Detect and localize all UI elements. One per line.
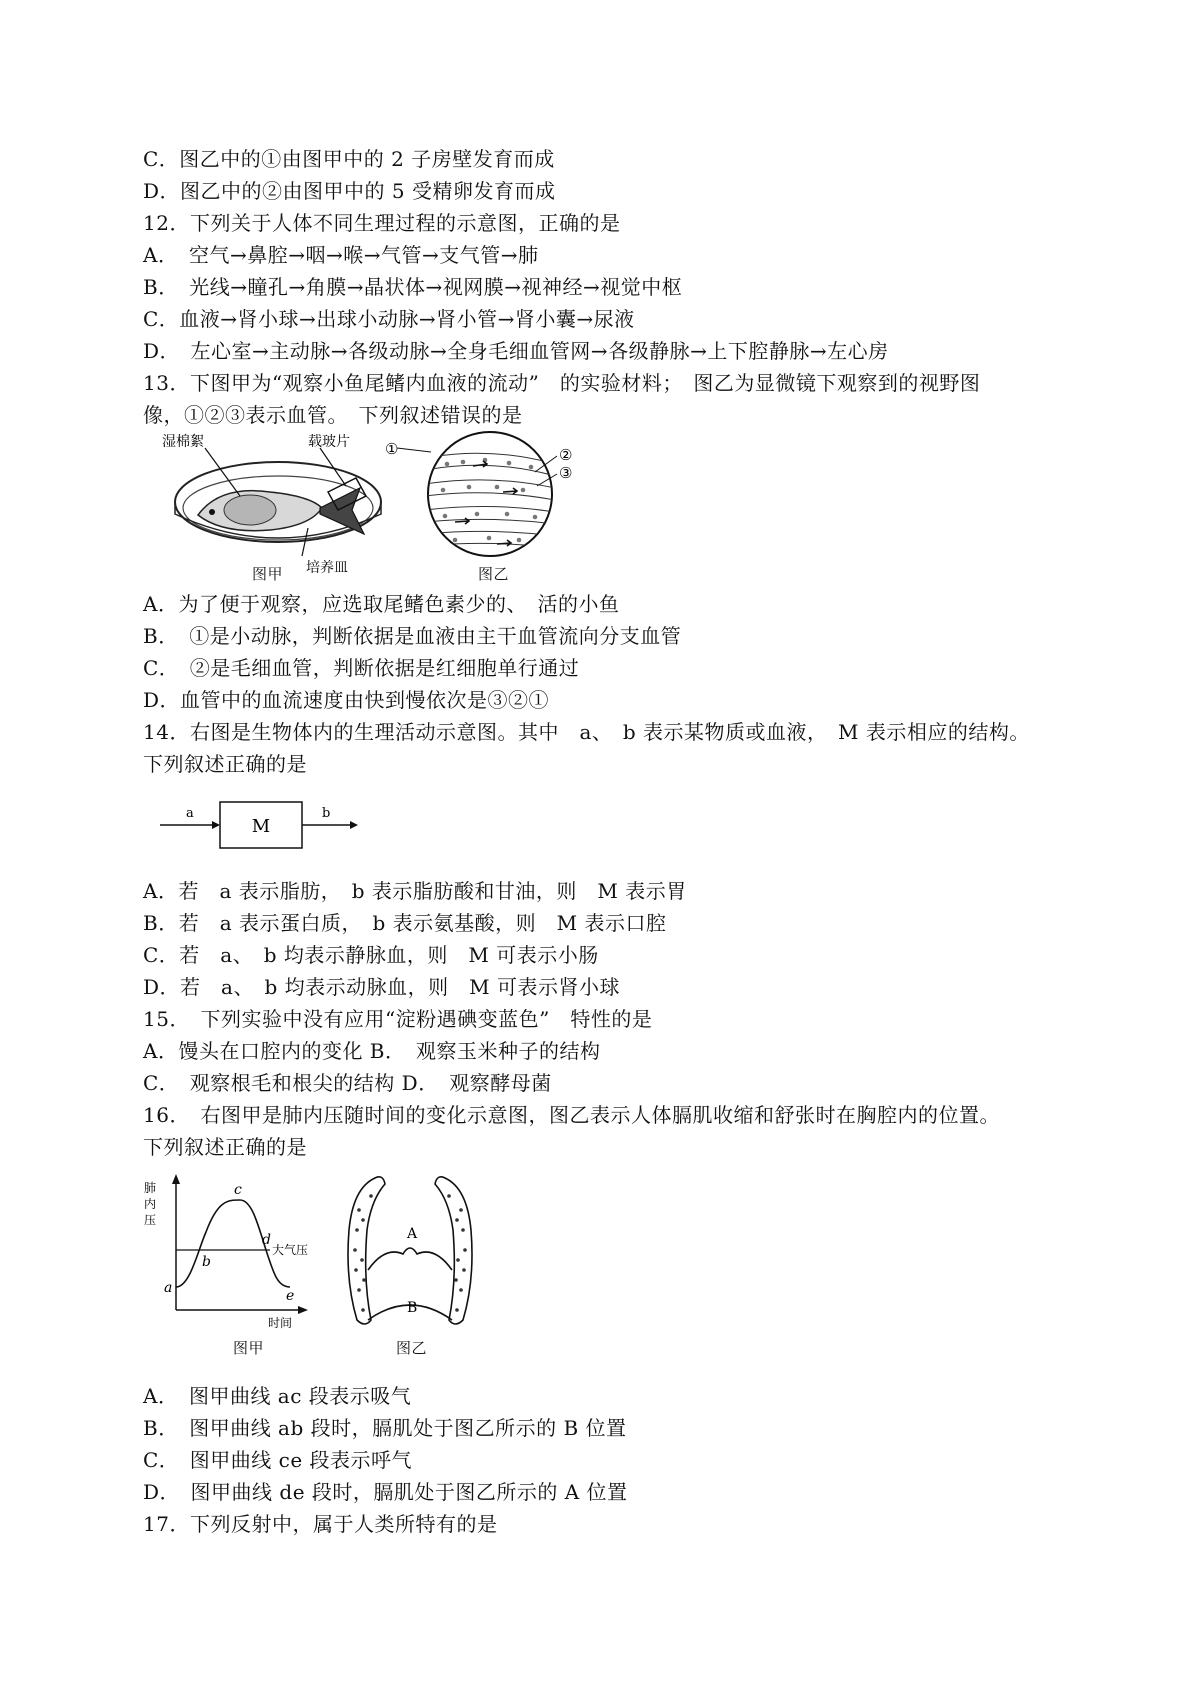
q13-stem-line1: 13．下图甲为“观察小鱼尾鳍内血液的流动” 的实验材料； 图乙为显微镜下观察到的视野图 (143, 371, 981, 395)
q12-option-c: C．血液→肾小球→出球小动脉→肾小管→肾小囊→尿液 (143, 307, 635, 331)
q16-figure-pressure-curve (140, 1170, 315, 1330)
q13-fig-b-caption: 图乙 (478, 565, 510, 583)
curve-xlabel: 时间 (268, 1316, 293, 1330)
q16-stem-line2: 下列叙述正确的是 (143, 1135, 307, 1159)
q11-option-c: C．图乙中的①由图甲中的 2 子房壁发育而成 (143, 147, 555, 171)
q16-option-a: A． 图甲曲线 ac 段表示吸气 (143, 1384, 412, 1408)
q15-options-cd: C． 观察根毛和根尖的结构 D． 观察酵母菌 (143, 1071, 552, 1095)
microscope-mark-3: ③ (559, 464, 573, 482)
q16-option-d: D． 图甲曲线 de 段时，膈肌处于图乙所示的 A 位置 (143, 1480, 628, 1504)
flow-label-a: a (186, 806, 194, 821)
q16-option-b: B． 图甲曲线 ab 段时，膈肌处于图乙所示的 B 位置 (143, 1416, 627, 1440)
curve-point-b: b (202, 1254, 211, 1270)
q13-option-c: C． ②是毛细血管，判断依据是红细胞单行通过 (143, 656, 580, 680)
q13-fig-a-caption: 图甲 (252, 565, 284, 583)
q14-stem-line2: 下列叙述正确的是 (143, 752, 307, 776)
curve-atm-label: 大气压 (272, 1243, 309, 1257)
q13-stem-line2: 像，①②③表示血管。 下列叙述错误的是 (143, 403, 523, 427)
q15-options-ab: A．馒头在口腔内的变化 B． 观察玉米种子的结构 (143, 1039, 601, 1063)
q16-stem-line1: 16． 右图甲是肺内压随时间的变化示意图，图乙表示人体膈肌收缩和舒张时在胸腔内的位置。 (143, 1103, 1000, 1127)
curve-ylabel-1: 肺 (144, 1181, 157, 1195)
q12-option-d: D． 左心室→主动脉→各级动脉→全身毛细血管网→各级静脉→上下腔静脉→左心房 (143, 339, 889, 363)
fish-label-dish: 培养皿 (306, 560, 348, 576)
curve-ylabel-3: 压 (144, 1213, 157, 1227)
flow-label-m: M (251, 816, 271, 837)
q16-figure-chest-cavity (335, 1170, 485, 1335)
q15-stem: 15． 下列实验中没有应用“淀粉遇碘变蓝色” 特性的是 (143, 1007, 653, 1031)
microscope-mark-1: ① (385, 440, 399, 458)
curve-point-d: d (262, 1232, 271, 1248)
q12-option-b: B． 光线→瞳孔→角膜→晶状体→视网膜→视神经→视觉中枢 (143, 275, 683, 299)
flow-label-b: b (322, 806, 331, 821)
q12-stem: 12．下列关于人体不同生理过程的示意图，正确的是 (143, 211, 621, 235)
curve-ylabel-2: 内 (144, 1197, 157, 1211)
chest-label-a: A (407, 1226, 418, 1242)
fish-label-cotton: 湿棉絮 (162, 434, 204, 450)
chest-label-b: B (407, 1300, 418, 1316)
fish-label-slide: 载玻片 (308, 434, 350, 450)
q16-fig-a-caption: 图甲 (233, 1339, 265, 1357)
q14-flow-diagram (160, 795, 360, 855)
q16-fig-b-caption: 图乙 (396, 1339, 428, 1357)
q14-option-a: A．若 a 表示脂肪， b 表示脂肪酸和甘油，则 M 表示胃 (143, 879, 687, 903)
q14-option-c: C．若 a、 b 均表示静脉血，则 M 可表示小肠 (143, 943, 599, 967)
q13-option-a: A．为了便于观察，应选取尾鳍色素少的、 活的小鱼 (143, 592, 620, 616)
q14-option-b: B．若 a 表示蛋白质， b 表示氨基酸，则 M 表示口腔 (143, 911, 667, 935)
q13-figure-fish-dish (160, 430, 410, 590)
q12-option-a: A． 空气→鼻腔→咽→喉→气管→支气管→肺 (143, 243, 539, 267)
q14-option-d: D．若 a、 b 均表示动脉血，则 M 可表示肾小球 (143, 975, 620, 999)
q13-figure-microscope (385, 430, 585, 565)
microscope-mark-2: ② (559, 446, 573, 464)
curve-point-c: c (234, 1182, 242, 1198)
curve-point-a: a (164, 1280, 173, 1296)
curve-point-e: e (286, 1288, 295, 1304)
q14-stem-line1: 14．右图是生物体内的生理活动示意图。其中 a、 b 表示某物质或血液， M 表示相应的结构。 (143, 720, 1030, 744)
q17-stem: 17．下列反射中，属于人类所特有的是 (143, 1512, 498, 1536)
q13-option-b: B． ①是小动脉，判断依据是血液由主干血管流向分支血管 (143, 624, 682, 648)
q16-option-c: C． 图甲曲线 ce 段表示呼气 (143, 1448, 413, 1472)
q11-option-d: D．图乙中的②由图甲中的 5 受精卵发育而成 (143, 179, 556, 203)
q13-option-d: D．血管中的血流速度由快到慢依次是③②① (143, 688, 550, 712)
